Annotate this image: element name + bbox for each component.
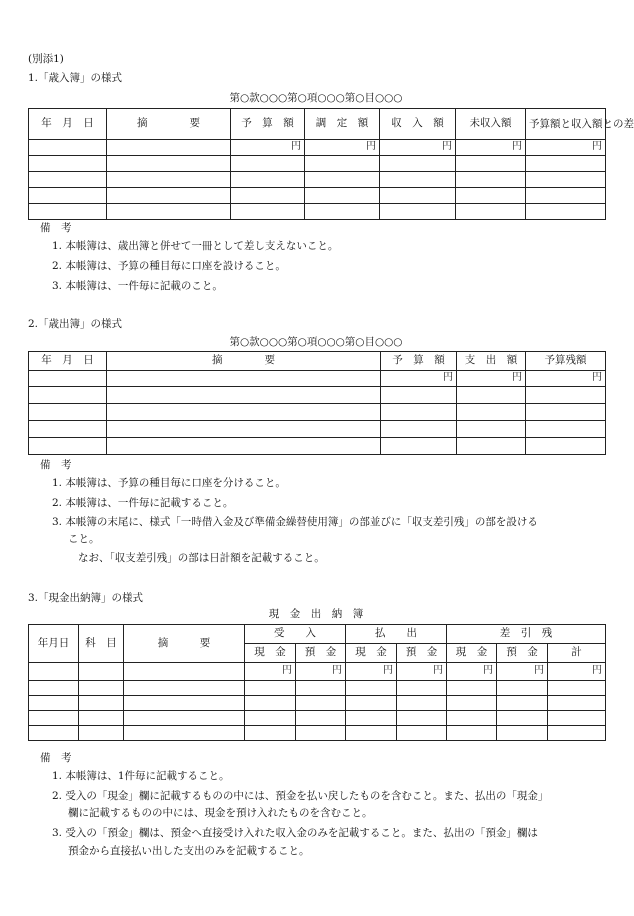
section3-note-continued: 欄に記載するものの中には、現金を預け入れたものを含むこと。 — [68, 807, 373, 819]
table-row — [29, 726, 606, 741]
table-row — [29, 421, 606, 438]
table-cell — [107, 371, 381, 387]
unit-label: 円 — [305, 140, 380, 156]
col-header-account: 科 目 — [79, 625, 124, 663]
table-row — [29, 438, 606, 455]
section2-note-addendum: なお、「収支差引残」の部は日計額を記載すること。 — [78, 552, 325, 564]
table-row — [29, 711, 606, 726]
unit-label: 円 — [457, 371, 526, 387]
table-header-row — [29, 109, 606, 140]
section3-title: 3.「現金出納簿」の様式 — [28, 592, 144, 604]
section1-note: 1. 本帳簿は、歳出簿と併せて一冊として差し支えないこと。 — [52, 240, 339, 252]
section2-note: 1. 本帳簿は、予算の種目毎に口座を分けること。 — [52, 477, 286, 489]
expenditure-ledger-table — [28, 351, 606, 455]
section2-title: 2.「歳出簿」の様式 — [28, 318, 123, 330]
section3-note: 3. 受入の「預金」欄は、預金へ直接受け入れた収入金のみを記載すること。また、払出の「預金」欄は — [52, 827, 538, 839]
table-row — [29, 681, 606, 696]
section3-notes-heading: 備 考 — [40, 752, 72, 764]
table-row — [29, 172, 606, 188]
table-row — [29, 156, 606, 172]
table-header-row — [29, 625, 606, 644]
section3-note: 1. 本帳簿は、1件毎に記載すること。 — [52, 770, 230, 782]
col-header-description: 摘 要 — [124, 625, 245, 663]
unit-label: 円 — [497, 663, 548, 681]
table-row — [29, 204, 606, 220]
section2-note: 2. 本帳簿は、一件毎に記載すること。 — [52, 497, 234, 509]
section1-note: 2. 本帳簿は、予算の種目毎に口座を設けること。 — [52, 260, 286, 272]
unit-label: 円 — [245, 663, 296, 681]
section3-note-continued: 預金から直接払い出した支出のみを記載すること。 — [68, 845, 310, 857]
section2-note-continued: こと。 — [68, 533, 100, 545]
table-cell — [29, 663, 79, 681]
section2-note: 3. 本帳簿の末尾に、様式「一時借入金及び準備金繰替使用簿」の部並びに「収支差引残」の部を設ける — [52, 516, 538, 528]
table-row — [29, 140, 606, 156]
col-group-balance: 差 引 残 — [447, 625, 606, 644]
col-header-budget: 予 算 額 — [381, 352, 457, 371]
section1-notes-heading: 備 考 — [40, 222, 72, 234]
cash-ledger-table — [28, 624, 606, 741]
table-row — [29, 696, 606, 711]
revenue-ledger-table — [28, 108, 634, 220]
table-row — [29, 387, 606, 404]
table-cell — [107, 140, 231, 156]
unit-label: 円 — [526, 371, 606, 387]
col-header-description: 摘 要 — [107, 352, 381, 371]
col-header-receipt-cash: 現 金 — [245, 644, 296, 663]
col-header-date: 年月日 — [29, 625, 79, 663]
table-row — [29, 371, 606, 387]
col-group-payments: 払 出 — [346, 625, 447, 644]
col-header-balance-cash: 現 金 — [447, 644, 497, 663]
unit-label: 円 — [346, 663, 397, 681]
col-header-budget: 予 算 額 — [231, 109, 305, 140]
attachment-label: (別添1) — [28, 53, 64, 65]
col-header-assessed: 調 定 額 — [305, 109, 380, 140]
unit-label: 円 — [526, 140, 606, 156]
unit-label: 円 — [381, 371, 457, 387]
section1-account-line: 第○款○○○第○項○○○第○目○○○ — [229, 92, 403, 104]
table-cell — [29, 140, 107, 156]
table-cell — [29, 371, 107, 387]
section1-title: 1.「歳入簿」の様式 — [28, 72, 123, 84]
col-header-received: 収 入 額 — [380, 109, 456, 140]
section2-account-line: 第○款○○○第○項○○○第○目○○○ — [229, 336, 403, 348]
section2-notes-heading: 備 考 — [40, 459, 72, 471]
cash-ledger-title: 現 金 出 納 簿 — [268, 608, 364, 620]
unit-label: 円 — [231, 140, 305, 156]
table-row — [29, 404, 606, 421]
col-header-description: 摘 要 — [107, 109, 231, 140]
col-header-balance-deposit: 預 金 — [497, 644, 548, 663]
col-header-balance-total: 計 — [548, 644, 606, 663]
col-header-date: 年 月 日 — [29, 109, 107, 140]
col-header-uncollected: 未収入額 — [456, 109, 526, 140]
unit-label: 円 — [456, 140, 526, 156]
unit-label: 円 — [447, 663, 497, 681]
unit-label: 円 — [397, 663, 447, 681]
col-header-date: 年 月 日 — [29, 352, 107, 371]
section1-note: 3. 本帳簿は、一件毎に記載のこと。 — [52, 280, 223, 292]
col-header-payment-deposit: 預 金 — [397, 644, 447, 663]
col-header-payment-cash: 現 金 — [346, 644, 397, 663]
col-group-receipts: 受 入 — [245, 625, 346, 644]
col-header-expenditure: 支 出 額 — [457, 352, 526, 371]
table-cell — [79, 663, 124, 681]
section3-note: 2. 受入の「現金」欄に記載するものの中には、預金を払い戻したものを含むこと。また、払出の「現金」 — [52, 790, 549, 802]
table-row — [29, 188, 606, 204]
table-header-row — [29, 352, 606, 371]
table-cell — [124, 663, 245, 681]
unit-label: 円 — [380, 140, 456, 156]
col-header-budget-remaining: 予算残額 — [526, 352, 606, 371]
unit-label: 円 — [296, 663, 346, 681]
col-header-receipt-deposit: 預 金 — [296, 644, 346, 663]
unit-label: 円 — [548, 663, 606, 681]
table-row — [29, 663, 606, 681]
col-header-budget-difference: 予算額と収入額との差 — [526, 109, 606, 140]
